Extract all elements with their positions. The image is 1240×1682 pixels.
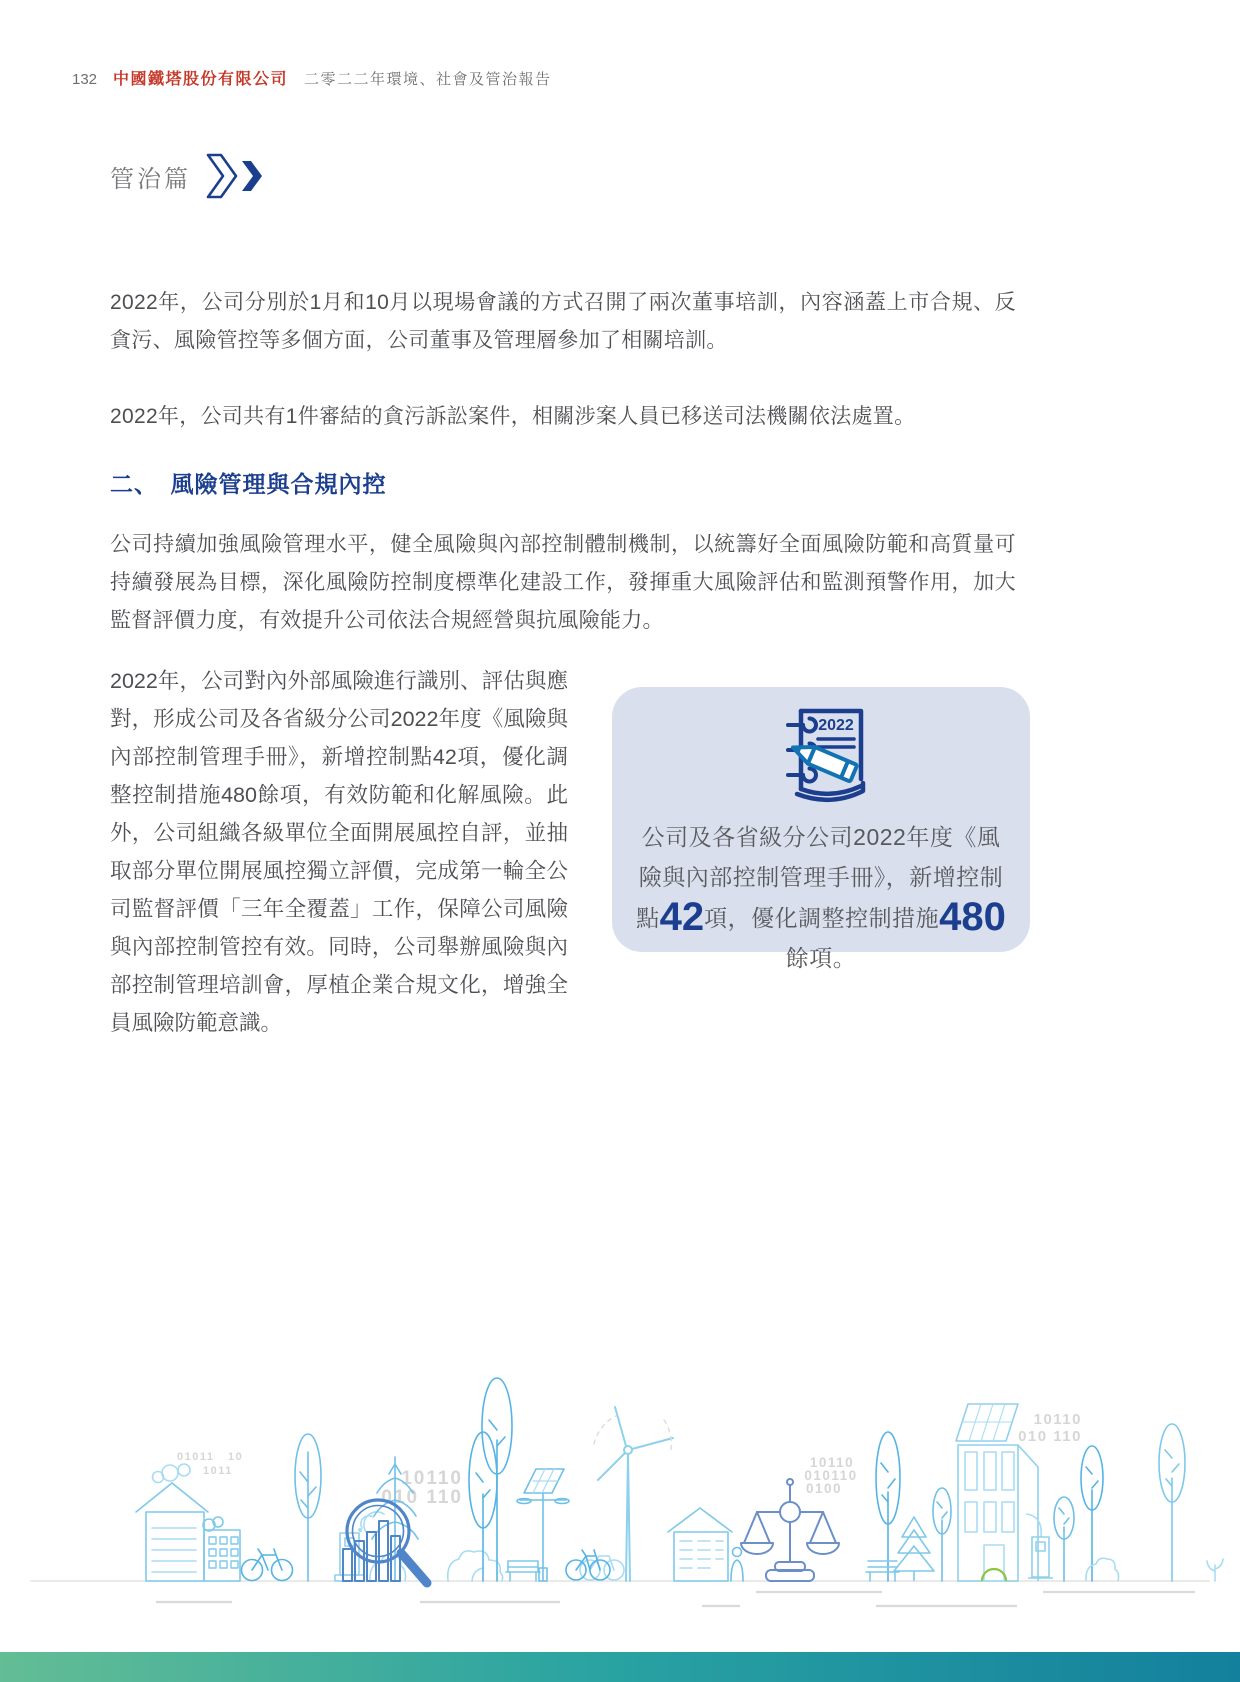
tall-tree-far (1081, 1446, 1103, 1581)
report-title: 二零二二年環境、社會及管治報告 (304, 71, 552, 88)
binary-c1: 10110 (809, 1455, 855, 1470)
small-tree-far (1054, 1497, 1074, 1581)
sprout (1207, 1559, 1223, 1581)
double-chevron-icon (205, 152, 267, 200)
paragraph-board-training: 2022年，公司分別於1月和10月以現場會議的方式召開了兩次董事培訓，內容涵蓋上市合規、反貪污、風險管控等多個方面，公司董事及管理層參加了相關培訓。 (110, 291, 1016, 352)
binary-a1: 01011 (177, 1451, 215, 1463)
callout-segment-2: 項，優化調整控制措施 (704, 905, 940, 931)
section-label-text: 管治篇 (110, 165, 191, 193)
icon-year-label: 2022 (818, 717, 854, 734)
bicycles-pair (566, 1550, 624, 1580)
binary-b1: 10110 (401, 1468, 463, 1489)
paragraph-risk-2022: 2022年，公司對內外部風險進行識別、評估與應對，形成公司及各省級分公司2022年度《風險與內部控制管理手冊》，新增控制點42項，優化調整控制措施480餘項，有效防範和化解風險。此外，公司組織各級單位全面開展風控自評，並抽取部分單位開展風控獨立評價，完成第一輪全公司監督評價「三年全覆蓋」工作，保障公司風險與內部控制管控有效。同時，公司舉辦風險與內部控制管理培訓會，厚植企業合規文化，增強全員風險防範意識。 (110, 669, 568, 1035)
bicycle-left (242, 1549, 293, 1581)
bench-center (506, 1561, 540, 1581)
binary-a2: 1011 (203, 1465, 233, 1477)
green-bush (982, 1569, 1006, 1581)
thin-tree-right (933, 1488, 951, 1581)
house-left (136, 1464, 240, 1581)
page-number: 132 (72, 71, 98, 88)
callout-number-42: 42 (659, 895, 705, 939)
footer-color-bar (0, 1652, 1240, 1682)
person-figure (731, 1548, 743, 1582)
section-label (110, 152, 267, 200)
notebook-2022-pencil-icon (757, 701, 885, 813)
risk-manual-callout-box (612, 687, 1030, 971)
company-name: 中國鐵塔股份有限公司 (113, 71, 289, 88)
binary-c2: 010110 (804, 1468, 858, 1483)
callout-segment-1: 公司及各省級分公司2022年度《風險與內部控制管理手冊》，新增控制點 (636, 824, 1004, 931)
solar-street-light (517, 1469, 569, 1581)
bush-far-right (1086, 1558, 1119, 1581)
callout-segment-3: 餘項。 (785, 945, 857, 971)
paragraph-risk-system: 公司持續加強風險管理水平，健全風險與內部控制體制機制，以統籌好全面風險防範和高質量可持續發展為目標，深化風險防控制度標準化建設工作，發揮重大風險評估和監測預警作用，加大監督評價力度，有效提升公司依法合規經營與抗風險能力。 (110, 533, 1016, 632)
page-header (72, 66, 552, 89)
ev-charger-right (1028, 1537, 1053, 1578)
house-right (668, 1508, 732, 1581)
wind-turbine (594, 1407, 673, 1581)
city-line-art-illustration (0, 1282, 1240, 1622)
pine-tree-right (894, 1517, 934, 1581)
tree-oval-left (295, 1434, 321, 1581)
binary-d1: 10110 (1033, 1411, 1082, 1428)
binary-b2: 010 110 (381, 1487, 463, 1508)
binary-d2: 010 110 (1018, 1428, 1082, 1445)
callout-number-480: 480 (939, 895, 1006, 939)
bushes-center (448, 1551, 503, 1581)
paragraph-corruption-case: 2022年，公司共有1件審結的貪污訴訟案件，相關涉案人員已移送司法機關依法處置。 (110, 405, 916, 428)
tree-edge-right (1159, 1424, 1185, 1581)
binary-a1b: 10 (228, 1451, 244, 1463)
twin-tall-trees (469, 1378, 512, 1581)
callout-text (631, 817, 1011, 978)
heading-risk-management: 二、 風險管理與合規內控 (110, 471, 387, 497)
binary-c3: 0100 (805, 1481, 843, 1496)
road-dashes (156, 1592, 1195, 1606)
tree-tall-right1 (876, 1432, 900, 1581)
